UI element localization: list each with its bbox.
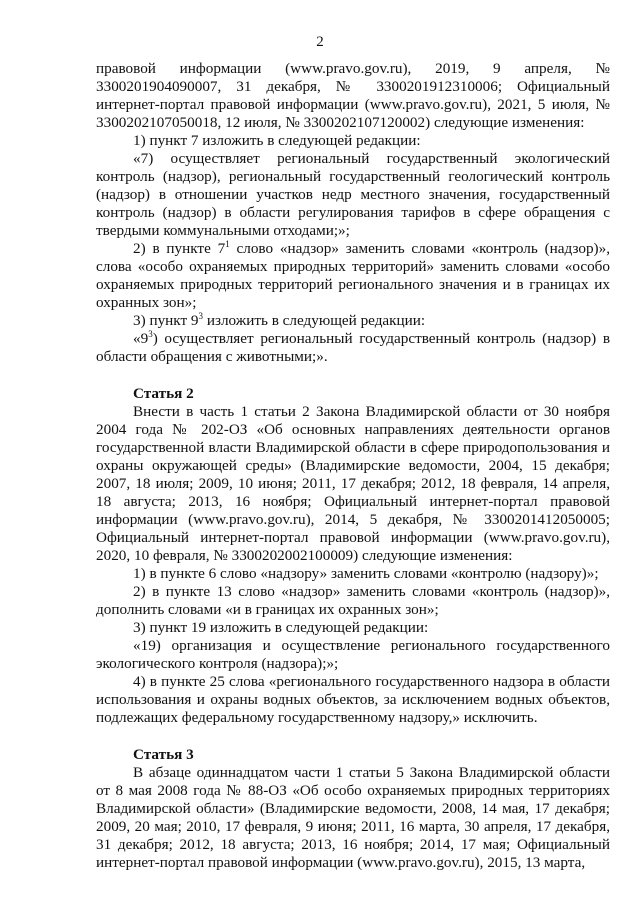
paragraph-text: 2) в пункте 7	[133, 240, 226, 257]
article-heading: Статья 2	[133, 385, 194, 402]
paragraph: правовой информации (www.pravo.gov.ru), 2019, 9 апреля, № 3300201904090007, 31 декабря, № 3300201912310006; Официальный интернет-портал правовой информации (www.pravo.gov.ru), 2021, 5 июля, № 3300202107050018, 12 июля, № 3300202107120002) следующие изменения:	[96, 60, 610, 131]
article-heading: Статья 3	[133, 746, 194, 763]
paragraph: Внести в часть 1 статьи 2 Закона Владимирской области от 30 ноября 2004 года № 202-ОЗ «Об основных направлениях деятельности органов государственной власти Владимирской области в сфере природопользования и охраны окружающей среды» (Владимирские ведомости, 2004, 15 декабря; 2007, 18 июля; 2009, 10 июня; 2011, 17 декабря; 2012, 18 февраля, 14 апреля, 18 августа; 2013, 16 ноября; Официальный интернет-портал правовой информации (www.pravo.gov.ru), 2014, 5 декабря, № 3300201412050005; Официальный интернет-портал правовой информации (www.pravo.gov.ru), 2020, 10 февраля, № 3300202002100009) следующие изменения:	[96, 403, 610, 564]
paragraph-text: 3) пункт 9	[133, 312, 199, 329]
superscript: 3	[148, 329, 153, 339]
section-spacer	[96, 727, 610, 746]
paragraph-text: ) осуществляет региональный государственный контроль (надзор) в области обращения с животными;».	[96, 330, 610, 365]
paragraph: 1) в пункте 6 слово «надзору» заменить словами «контролю (надзору)»;	[133, 565, 599, 582]
paragraph-text: слово «надзор» заменить словами «контроль (надзор)», слова «особо охраняемых природных территорий» заменить словами «особо охраняемых природных территорий регионального значения и в границах их охранных зон»;	[96, 240, 610, 311]
superscript: 3	[198, 311, 204, 321]
superscript: 1	[225, 239, 230, 249]
paragraph: В абзаце одиннадцатом части 1 статьи 5 Закона Владимирской области от 8 мая 2008 года № 88-ОЗ «Об особо охраняемых природных территориях Владимирской области» (Владимирские ведомости, 2008, 14 мая, 17 декабря; 2009, 20 мая; 2010, 17 февраля, 9 июня; 2011, 16 марта, 30 апреля, 17 декабря, 31 декабря; 2012, 18 августа; 2013, 16 ноября; 2014, 17 мая; Официальный интернет-портал правовой информации (www.pravo.gov.ru), 2015, 13 марта,	[96, 764, 610, 871]
paragraph: 4) в пункте 25 слова «регионального государственного надзора в области использования и охраны водных объектов, за исключением водных объектов, подлежащих федеральному государственному надзору,» исключить.	[96, 673, 610, 726]
paragraph: 1) пункт 7 изложить в следующей редакции:	[133, 132, 421, 149]
paragraph	[96, 312, 610, 330]
paragraph-text: изложить в следующей редакции:	[203, 312, 426, 329]
document-body	[96, 60, 610, 872]
paragraph-text: «9	[133, 330, 149, 347]
paragraph	[96, 240, 610, 312]
page-number: 2	[316, 34, 324, 50]
paragraph: 2) в пункте 13 слово «надзор» заменить словами «контроль (надзор)», дополнить словами «и в границах их охранных зон»;	[96, 583, 610, 618]
paragraph: 3) пункт 19 изложить в следующей редакции:	[133, 619, 429, 636]
paragraph	[96, 330, 610, 366]
paragraph: «19) организация и осуществление регионального государственного экологического контроля (надзора);»;	[96, 637, 610, 672]
paragraph: «7) осуществляет региональный государственный экологический контроль (надзор), региональный государственный геологический контроль (надзор) в отношении участков недр местного значения, государственный контроль (надзор) в области регулирования тарифов в сфере обращения с твердыми коммунальными отходами;»;	[96, 150, 610, 239]
section-spacer	[96, 366, 610, 385]
